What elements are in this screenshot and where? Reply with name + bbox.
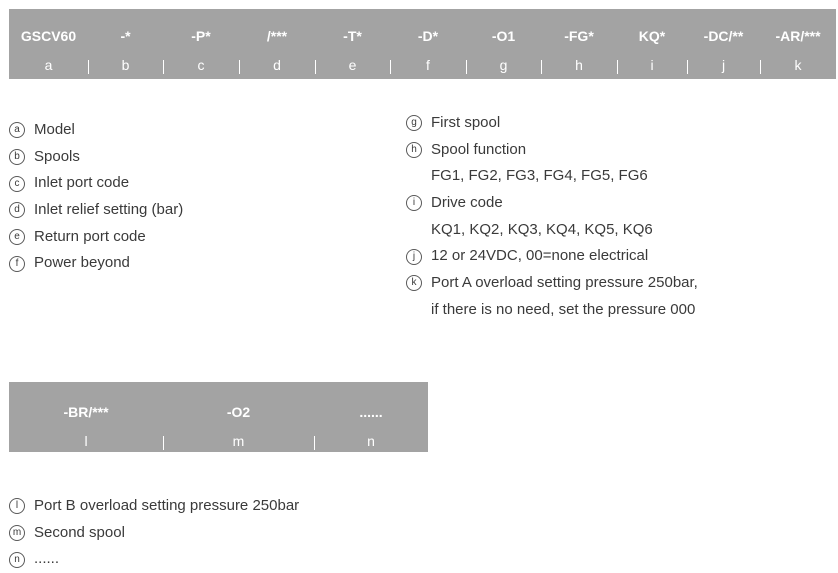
legend-text: Drive code bbox=[431, 194, 503, 212]
legend-item-k-note bbox=[406, 297, 698, 324]
legend-item-g bbox=[406, 110, 698, 137]
legend-text: KQ1, KQ2, KQ3, KQ4, KQ5, KQ6 bbox=[431, 220, 653, 238]
code-cell-f: -D* bbox=[417, 28, 439, 44]
code-cell-d: /*** bbox=[266, 28, 288, 44]
legend-item-c bbox=[9, 170, 183, 197]
code-cell-a: GSCV60 bbox=[20, 28, 77, 44]
legend-text: First spool bbox=[431, 114, 501, 131]
letter-cell-e: e bbox=[315, 57, 390, 73]
legend-text: Return port code bbox=[34, 227, 146, 245]
legend-item-a bbox=[9, 117, 183, 144]
letter-cell-k: k bbox=[760, 57, 836, 73]
legend-item-h-options bbox=[406, 163, 698, 190]
code-cell-g: -O1 bbox=[491, 28, 516, 44]
legend-text: Inlet port code bbox=[34, 174, 130, 192]
legend-item-d bbox=[9, 197, 183, 224]
letter-cell-j: j bbox=[687, 57, 760, 73]
letter-cell-m: m bbox=[163, 433, 314, 449]
code-cell-k: -AR/*** bbox=[775, 28, 821, 44]
legend-item-k bbox=[406, 270, 698, 297]
letter-cell-l: l bbox=[84, 433, 88, 449]
circled-letter-icon: l bbox=[9, 498, 25, 514]
letter-cell-i: i bbox=[617, 57, 687, 73]
legend-text: Spools bbox=[34, 147, 80, 165]
circled-letter-icon: j bbox=[406, 249, 422, 265]
letter-row bbox=[9, 433, 428, 449]
code-row bbox=[9, 28, 836, 44]
legend-item-h bbox=[406, 137, 698, 164]
circled-letter-icon: m bbox=[9, 525, 25, 541]
legend-item-b bbox=[9, 144, 183, 171]
legend-item-f bbox=[9, 250, 183, 277]
legend-item-n bbox=[9, 546, 299, 573]
circled-letter-icon: f bbox=[9, 256, 25, 272]
legend-text: Port A overload setting pressure 250bar, bbox=[431, 274, 698, 292]
legend-text: Model bbox=[34, 121, 75, 138]
legend-right bbox=[406, 110, 698, 324]
legend-item-e bbox=[9, 224, 183, 251]
circled-letter-icon: g bbox=[406, 115, 422, 131]
circled-letter-icon: k bbox=[406, 275, 422, 291]
circled-letter-icon: e bbox=[9, 229, 25, 245]
legend-item-l bbox=[9, 493, 299, 520]
legend-item-i-options bbox=[406, 217, 698, 244]
letter-cell-c: c bbox=[163, 57, 239, 73]
circled-letter-icon: a bbox=[9, 122, 25, 138]
legend-bottom bbox=[9, 493, 299, 573]
code-cell-e: -T* bbox=[343, 28, 362, 44]
letter-cell-b: b bbox=[88, 57, 163, 73]
code-table-main bbox=[9, 9, 836, 79]
legend-text: Inlet relief setting (bar) bbox=[34, 201, 184, 219]
code-table-extension bbox=[9, 382, 428, 452]
legend-left bbox=[9, 117, 183, 277]
legend-text: 12 or 24VDC, 00=none electrical bbox=[431, 247, 649, 265]
code-cell-l: -BR/*** bbox=[63, 404, 109, 420]
code-row bbox=[9, 404, 428, 420]
code-cell-j: -DC/** bbox=[703, 28, 744, 44]
legend-item-m bbox=[9, 520, 299, 547]
circled-letter-icon: h bbox=[406, 142, 422, 158]
code-cell-h: -FG* bbox=[564, 28, 594, 44]
legend-text: if there is no need, set the pressure 000 bbox=[431, 300, 696, 318]
letter-cell-h: h bbox=[541, 57, 617, 73]
code-cell-m: -O2 bbox=[226, 404, 251, 420]
circled-letter-icon: n bbox=[9, 552, 25, 568]
letter-cell-f: f bbox=[390, 57, 466, 73]
circled-letter-icon: d bbox=[9, 202, 25, 218]
legend-item-j bbox=[406, 243, 698, 270]
legend-text: Port B overload setting pressure 250bar bbox=[34, 497, 300, 514]
letter-cell-d: d bbox=[239, 57, 315, 73]
letter-cell-a: a bbox=[44, 57, 53, 73]
circled-letter-icon: i bbox=[406, 195, 422, 211]
legend-text: FG1, FG2, FG3, FG4, FG5, FG6 bbox=[431, 167, 648, 185]
circled-letter-icon: c bbox=[9, 176, 25, 192]
circled-letter-icon: b bbox=[9, 149, 25, 165]
code-cell-b: -* bbox=[120, 28, 131, 44]
letter-cell-n: n bbox=[314, 433, 428, 449]
legend-text: Second spool bbox=[34, 523, 125, 541]
letter-cell-g: g bbox=[466, 57, 541, 73]
letter-row bbox=[9, 57, 836, 73]
legend-text: ...... bbox=[34, 550, 60, 568]
legend-text: Power beyond bbox=[34, 254, 130, 272]
code-cell-c: -P* bbox=[191, 28, 211, 44]
legend-text: Spool function bbox=[431, 140, 527, 158]
legend-item-i bbox=[406, 190, 698, 217]
code-cell-i: KQ* bbox=[638, 28, 666, 44]
code-cell-n: ...... bbox=[359, 404, 383, 420]
